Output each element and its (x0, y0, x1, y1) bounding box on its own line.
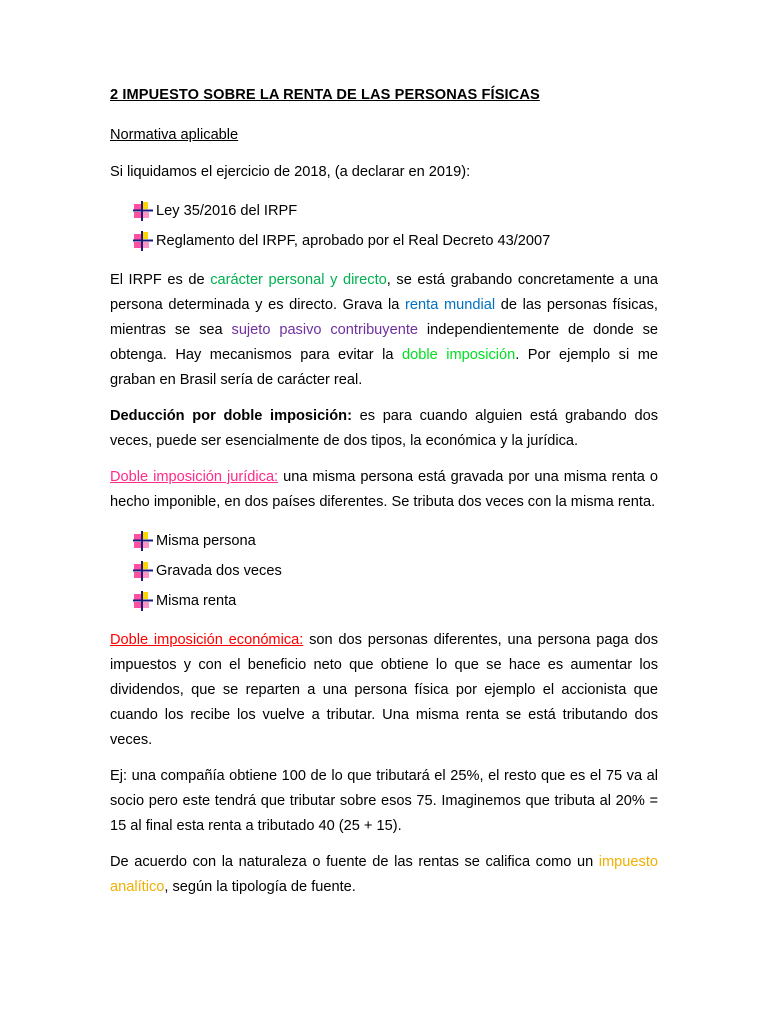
highlight-caracter: carácter personal y directo (210, 272, 387, 288)
list-item-label: Gravada dos veces (156, 563, 282, 579)
juridica-label: Doble imposición jurídica: (110, 469, 279, 485)
juridica-list (132, 526, 658, 616)
naturaleza-paragraph: De acuerdo con la naturaleza o fuente de las rentas se califica como un impuesto analítico, según la tipología de fuente. (110, 854, 658, 895)
section-title: 2 IMPUESTO SOBRE LA RENTA DE LAS PERSONAS FÍSICAS (110, 87, 540, 103)
section-subtitle: Normativa aplicable (110, 127, 239, 143)
list-item-label: Misma persona (156, 533, 256, 549)
juridica-paragraph: Doble imposición jurídica: una misma persona está gravada por una misma renta o hecho imponible, en dos países diferentes. Se tributa dos veces con la misma renta. (110, 469, 658, 510)
example-paragraph: Ej: una compañía obtiene 100 de lo que tributará el 25%, el resto que es el 75 va al socio pero este tendrá que tributar sobre esos 75. Imaginemos que tributa al 20% = 15 al final esta renta a tributado 40 (25 + 15). (110, 768, 658, 834)
list-item (132, 526, 658, 556)
irpf-paragraph: El IRPF es de carácter personal y directo, se está grabando concretamente a una persona determinada y es directo. Grava la renta mundial de las personas físicas, mientras se sea sujeto pasivo contribuyente independientemente de donde se obtenga. Hay mecanismos para evitar la doble imposición. Por ejemplo si me graban en Brasil sería de carácter real. (110, 272, 658, 388)
list-item-label: Misma renta (156, 593, 237, 609)
list-item (132, 556, 658, 586)
colored-cross-bullet-icon (132, 531, 154, 551)
highlight-doble-imposicion: doble imposición (402, 347, 516, 363)
highlight-impuesto-analitico: impuesto analítico (110, 854, 658, 895)
legislation-list (132, 196, 658, 256)
colored-cross-bullet-icon (132, 561, 154, 581)
list-item (132, 586, 658, 616)
list-item-label: Ley 35/2016 del IRPF (156, 203, 298, 219)
intro-paragraph: Si liquidamos el ejercicio de 2018, (a declarar en 2019): (110, 164, 471, 180)
deduccion-paragraph: Deducción por doble imposición: es para cuando alguien está grabando dos veces, puede ser esencialmente de dos tipos, la económica y la jurídica. (110, 408, 658, 449)
deduccion-label: Deducción por doble imposición: (110, 408, 352, 424)
economica-label: Doble imposición económica: (110, 632, 304, 648)
colored-cross-bullet-icon (132, 591, 154, 611)
list-item (132, 226, 658, 256)
highlight-renta-mundial: renta mundial (405, 297, 496, 313)
economica-paragraph: Doble imposición económica: son dos personas diferentes, una persona paga dos impuestos y con el beneficio neto que obtiene lo que se hace es aumentar los dividendos, que se reparten a una persona física por ejemplo el accionista que cuando los recibe los vuelve a tributar. Una misma renta se está tributando dos veces. (110, 632, 658, 748)
list-item-label: Reglamento del IRPF, aprobado por el Real Decreto 43/2007 (156, 233, 551, 249)
colored-cross-bullet-icon (132, 231, 154, 251)
colored-cross-bullet-icon (132, 201, 154, 221)
highlight-sujeto-pasivo: sujeto pasivo contribuyente (231, 322, 419, 338)
list-item (132, 196, 658, 226)
